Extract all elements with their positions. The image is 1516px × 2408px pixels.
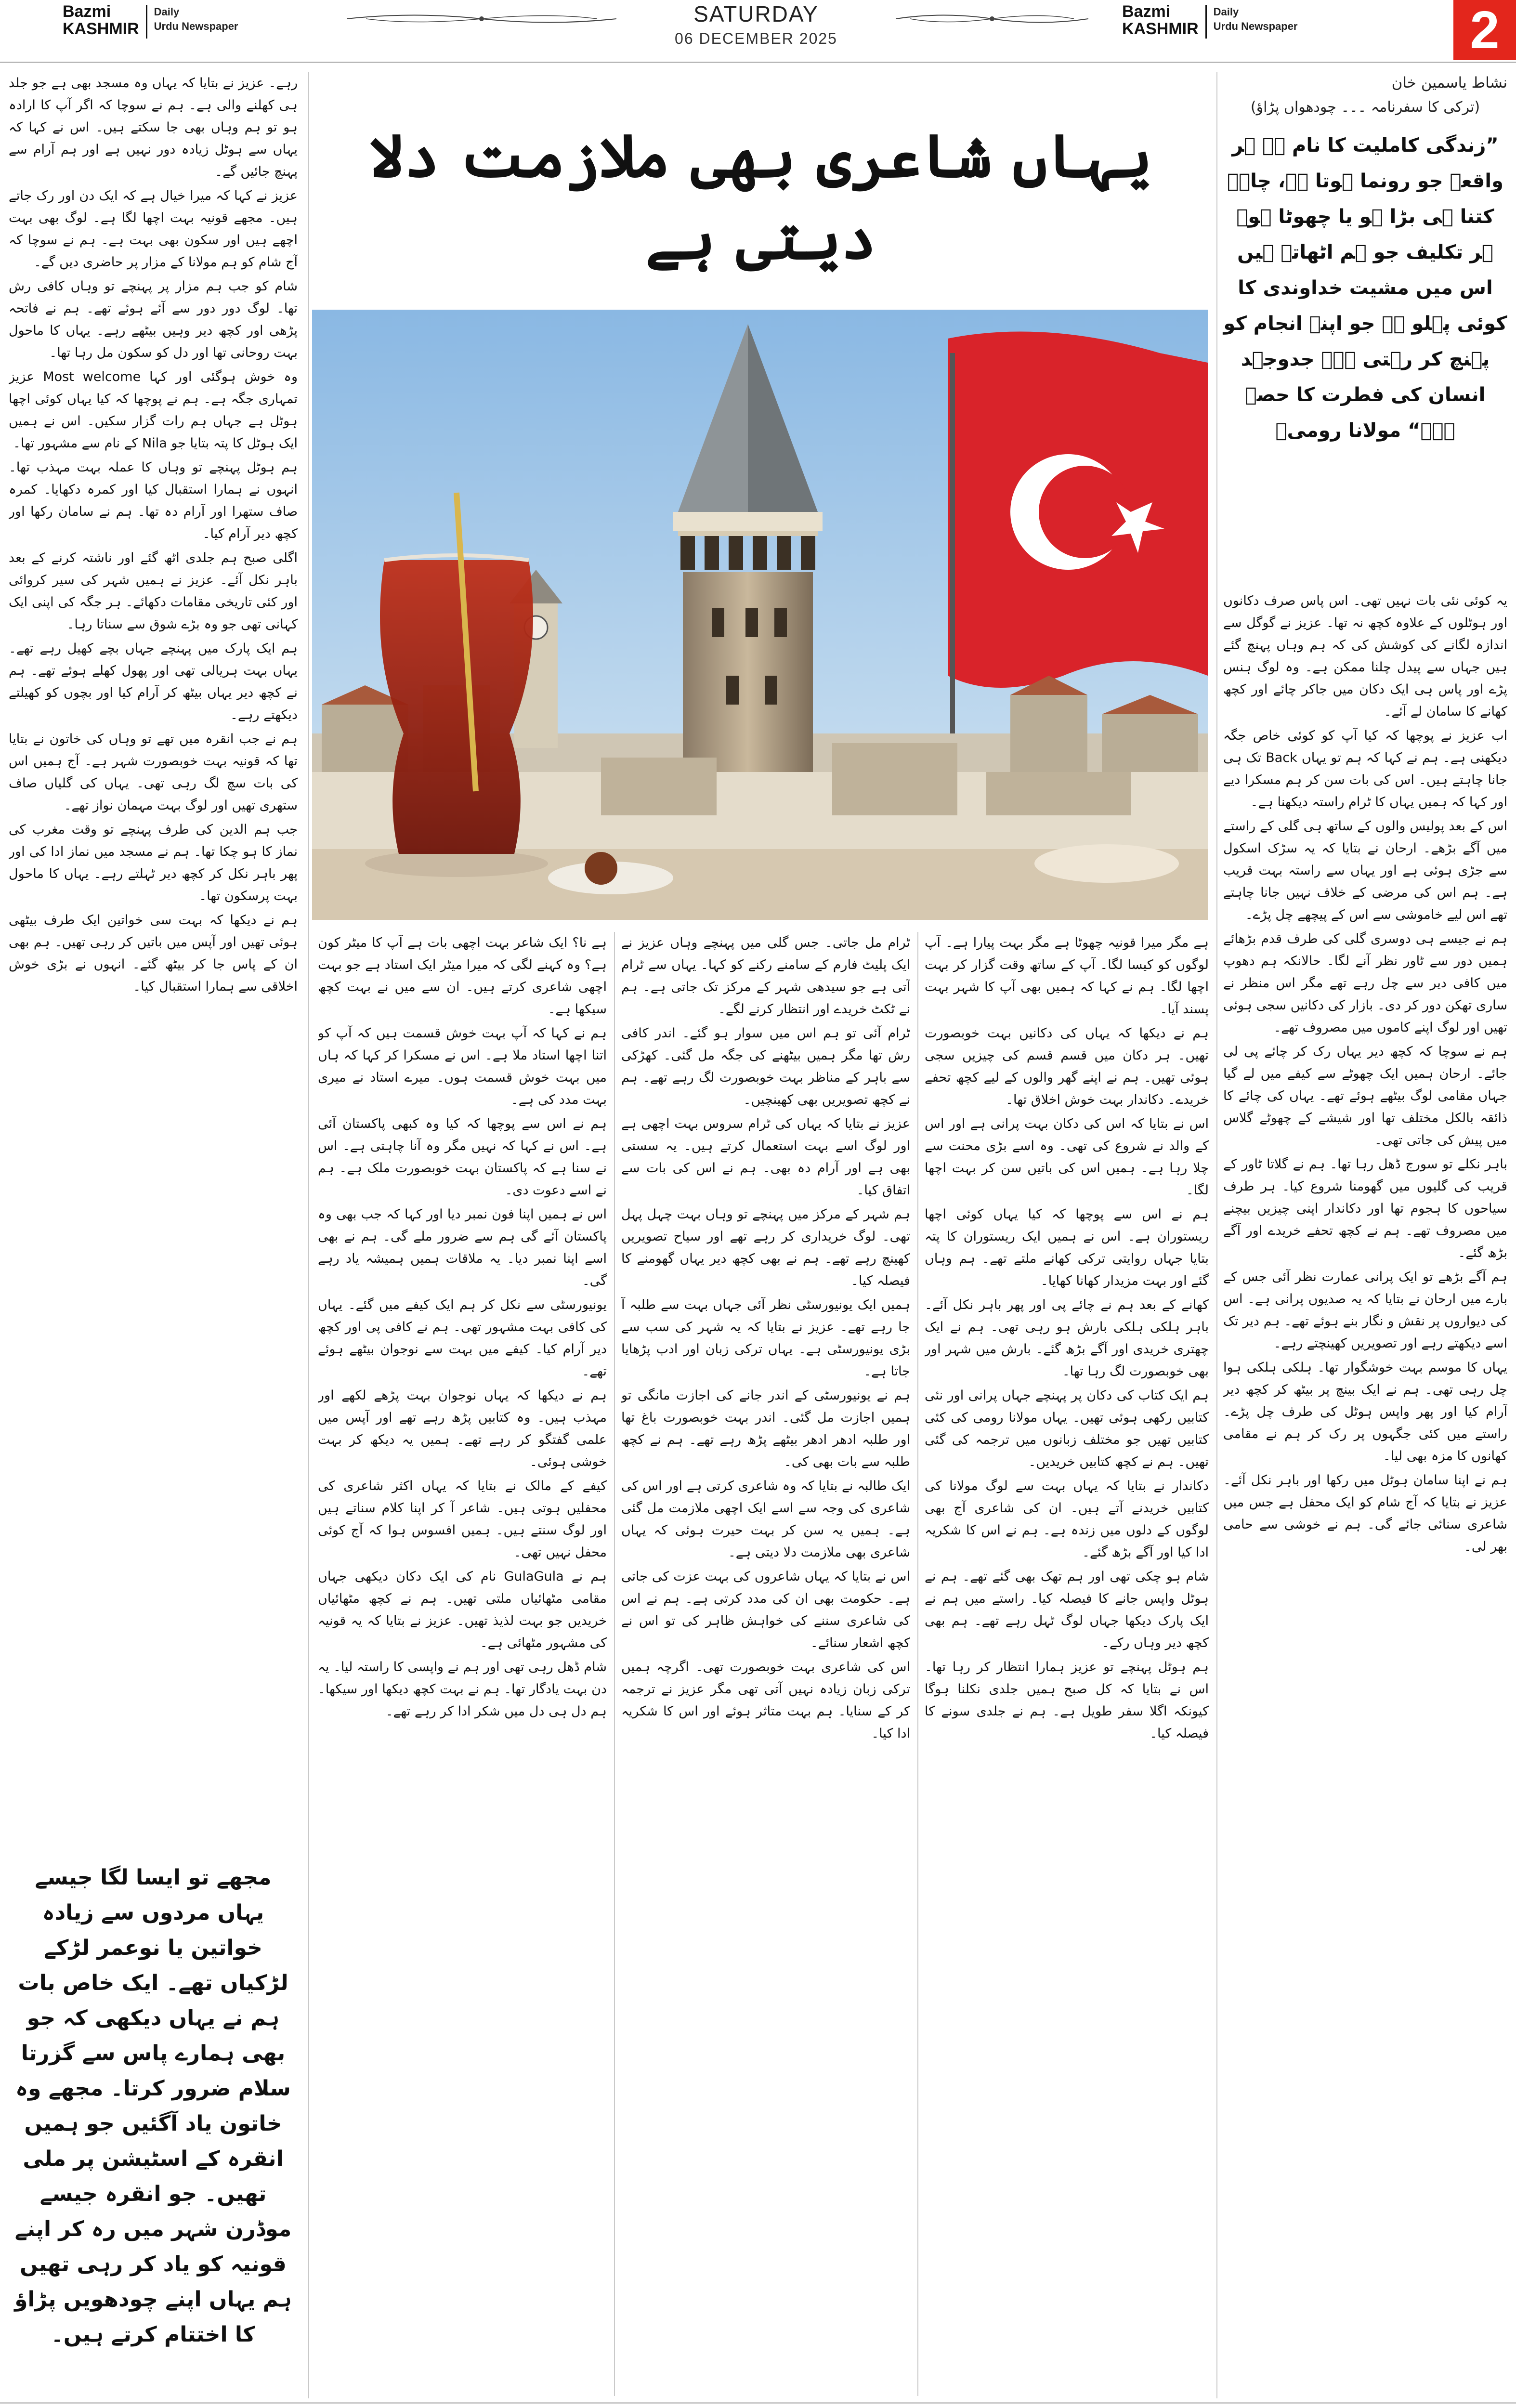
page-number: 2 <box>1453 0 1516 60</box>
article-photo <box>312 310 1208 920</box>
article-column-left: رہے۔ عزیز نے بتایا کہ یہاں وہ مسجد بھی ہے جو جلد ہی کھلنے والی ہے۔ ہم نے سوچا کہ اگر آپ کا ارادہ ہو تو ہم وہاں بھی جا سکتے ہیں۔ اس نے کہا کہ یہاں سے ہوٹل زیادہ دور نہیں ہے اور ہم آرام سے پہنچ جائیں گے۔ عزیز نے کہا کہ میرا خیال ہے کہ ایک دن اور رک جاتے ہیں۔ مجھے قونیہ بہت اچھا لگا ہے۔ لوگ بھی بہت اچھے ہیں اور سکون بھی بہت ہے۔ ہم نے سوچا کہ آج شام کو ہم مولانا کے مزار پر حاضری دیں گے۔ شام کو جب ہم مزار پر پہنچے تو وہاں کافی رش تھا۔ لوگ دور دور سے آئے ہوئے تھے۔ ہم نے فاتحہ پڑھی اور کچھ دیر وہیں بیٹھے رہے۔ یہاں کا ماحول بہت روحانی تھا اور دل کو سکون مل رہا تھا۔ وہ خوش ہوگئی اور کہا Most welcome عزیز تمہاری جگہ ہے۔ ہم نے پوچھا کہ کیا یہاں کوئی اچھا ہوٹل ہے جہاں ہم رات گزار سکیں۔ اس نے ہمیں ایک ہوٹل کا پتہ بتایا جو Nila کے نام سے مشہور تھا۔ ہم ہوٹل پہنچے تو وہاں کا عملہ بہت مہذب تھا۔ انہوں نے ہمارا استقبال کیا اور کمرہ دکھایا۔ کمرہ صاف ستھرا اور آرام دہ تھا۔ ہم نے سامان رکھا اور کچھ دیر آرام کیا۔ اگلی صبح ہم جلدی اٹھ گئے اور ناشتہ کرنے کے بعد باہر نکل آئے۔ عزیز نے ہمیں شہر کی سیر کروائی اور کئی تاریخی مقامات دکھائے۔ ہر جگہ کی اپنی ایک کہانی تھی جو وہ بڑے شوق سے سناتا رہا۔ ہم ایک پارک میں پہنچے جہاں بچے کھیل رہے تھے۔ یہاں بہت ہریالی تھی اور پھول کھلے ہوئے تھے۔ ہم نے کچھ دیر یہاں بیٹھ کر آرام کیا اور بچوں کو کھیلتے دیکھتے رہے۔ ہم نے جب انقرہ میں تھے تو وہاں کی خاتون نے بتایا تھا کہ قونیہ بہت خوبصورت شہر ہے۔ آج ہمیں اس کی بات سچ لگ رہی تھی۔ یہاں کی گلیاں صاف ستھری تھیں اور لوگ بہت مہمان نواز تھے۔ جب ہم الدین کی طرف پہنچے تو وقت مغرب کی نماز کا ہو چکا تھا۔ ہم نے مسجد میں نماز ادا کی اور پھر باہر نکل کر کچھ دیر ٹہلتے رہے۔ یہاں کا ماحول بہت پرسکون تھا۔ ہم نے دیکھا کہ بہت سی خواتین ایک طرف بیٹھی ہوئی تھیں اور آپس میں باتیں کر رہی تھیں۔ ہم بھی ان کے پاس جا کر بیٹھ گئے۔ انہوں نے بڑی خوش اخلاقی سے ہمارا استقبال کیا۔ <box>9 76 298 994</box>
brand-line2: KASHMIR <box>1122 20 1199 38</box>
top-rule <box>0 62 1516 63</box>
brand-sub-line2: Urdu Newspaper <box>1213 20 1298 32</box>
rumi-quote: ”زندگی کاملیت کا نام ہے ہر واقعہ جو رونما ہوتا ہے، چاہے کتنا ہی بڑا ہو یا چھوٹا ہو۔ ہر تکلیف جو ہم اٹھاتے ہیں اس میں مشیت خداوندی کا کوئی پہلو ہے جو اپنے انجام کو پہنچ کر رہتی ہے۔ جدوجہد انسان کی فطرت کا حصہ ہے۔“ مولانا رومیؒ <box>1223 134 1507 442</box>
article-column-c1: ہے مگر میرا قونیہ چھوٹا ہے مگر بہت پیارا ہے۔ آپ لوگوں کو کیسا لگا۔ آپ کے ساتھ وقت گزار کر بہت اچھا لگا۔ ہم نے کہا کہ ہمیں بھی آپ کا شہر بہت پسند آیا۔ ہم نے دیکھا کہ یہاں کی دکانیں بہت خوبصورت تھیں۔ ہر دکان میں قسم قسم کی چیزیں سجی ہوئی تھیں۔ ہم نے اپنے گھر والوں کے لیے کچھ تحفے خریدے۔ دکاندار بہت خوش اخلاق تھا۔ اس نے بتایا کہ اس کی دکان بہت پرانی ہے اور اس کے والد نے شروع کی تھی۔ وہ اسے بڑی محنت سے چلا رہا ہے۔ ہمیں اس کی باتیں سن کر بہت اچھا لگا۔ ہم نے اس سے پوچھا کہ کیا یہاں کوئی اچھا ریستوران ہے۔ اس نے ہمیں ایک ریستوران کا پتہ بتایا جہاں روایتی ترکی کھانے ملتے تھے۔ ہم وہاں گئے اور بہت مزیدار کھانا کھایا۔ کھانے کے بعد ہم نے چائے پی اور پھر باہر نکل آئے۔ باہر ہلکی ہلکی بارش ہو رہی تھی۔ ہم نے ایک چھتری خریدی اور آگے بڑھ گئے۔ بارش میں شہر اور بھی خوبصورت لگ رہا تھا۔ ہم ایک کتاب کی دکان پر پہنچے جہاں پرانی اور نئی کتابیں رکھی ہوئی تھیں۔ یہاں مولانا رومی کی کئی کتابیں تھیں جو مختلف زبانوں میں ترجمہ کی گئی تھیں۔ ہم نے کچھ کتابیں خریدیں۔ دکاندار نے بتایا کہ یہاں بہت سے لوگ مولانا کی کتابیں خریدنے آتے ہیں۔ ان کی شاعری آج بھی لوگوں کے دلوں میں زندہ ہے۔ ہم نے اس کا شکریہ ادا کیا اور آگے بڑھ گئے۔ شام ہو چکی تھی اور ہم تھک بھی گئے تھے۔ ہم نے ہوٹل واپس جانے کا فیصلہ کیا۔ راستے میں ہم نے ایک پارک دیکھا جہاں لوگ ٹہل رہے تھے۔ ہم بھی کچھ دیر وہاں رکے۔ ہم ہوٹل پہنچے تو عزیز ہمارا انتظار کر رہا تھا۔ اس نے بتایا کہ کل صبح ہمیں جلدی نکلنا ہوگا کیونکہ اگلا سفر طویل ہے۔ ہم نے جلدی سونے کا فیصلہ کیا۔ <box>925 935 1209 1741</box>
brand-right <box>1122 3 1298 39</box>
date-box <box>621 1 891 48</box>
issue-day: SATURDAY <box>693 1 819 26</box>
column-divider <box>614 932 615 2396</box>
series-label: (ترکی کا سفرنامہ ۔۔۔ چودھواں پڑاؤ) <box>1250 99 1480 116</box>
column-divider <box>308 72 309 2398</box>
brand-sub-line1: Daily <box>1213 6 1239 18</box>
brand-line1: Bazmi <box>63 2 111 21</box>
brand-separator <box>146 5 147 39</box>
column-divider <box>1216 72 1217 2398</box>
brand-separator <box>1205 5 1207 39</box>
headline: یہاں شاعری بھی ملازمت دلا دیتی ہے <box>369 121 1152 273</box>
brand-line2: KASHMIR <box>63 20 139 38</box>
article-column-right: یہ کوئی نئی بات نہیں تھی۔ اس پاس صرف دکانوں اور ہوٹلوں کے علاوہ کچھ نہ تھا۔ عزیز نے گوگل سے اندازہ لگانے کی کوشش کی کہ ہم وہاں پہنچ گئے ہیں جہاں سے پیدل چلنا ممکن ہے۔ وہ لوگ ہنس پڑے اور پاس ہی ایک دکان میں جاکر چائے اور کچھ کھانے کا سامان لے آئے۔ اب عزیز نے پوچھا کہ کیا آپ کو کوئی خاص جگہ دیکھنی ہے۔ ہم نے کہا کہ ہم تو یہاں Back تک ہی جانا چاہتے ہیں۔ اس کی بات سن کر ہم مسکرا دیے اور کہا کہ ہمیں یہاں کا ٹرام راستہ دیکھنا ہے۔ اس کے بعد پولیس والوں کے ساتھ ہی گلی کے راستے میں آگے بڑھے۔ ارحان نے بتایا کہ یہ سڑک اسکول سے جڑی ہوئی ہے اور یہاں سے راستہ بہت قریب ہے۔ ہم اس کی مرضی کے خلاف نہیں جانا چاہتے تھے اس لیے خاموشی سے اس کے پیچھے چل پڑے۔ ہم نے جیسے ہی دوسری گلی کی طرف قدم بڑھائے ہمیں دور سے ٹاور نظر آنے لگا۔ حالانکہ ہم دھوپ میں کافی دیر سے چل رہے تھے مگر اس منظر نے ساری تھکن دور کر دی۔ بازار کی دکانیں سجی ہوئی تھیں اور لوگ اپنے کاموں میں مصروف تھے۔ ہم نے سوچا کہ کچھ دیر یہاں رک کر چائے پی لی جائے۔ ارحان ہمیں ایک چھوٹے سے کیفے میں لے گیا جہاں مقامی لوگ بیٹھے ہوئے تھے۔ یہاں کی چائے کا ذائقہ بالکل مختلف تھا اور شیشے کے چھوٹے گلاس میں پیش کی جاتی تھی۔ باہر نکلے تو سورج ڈھل رہا تھا۔ ہم نے گلاتا ٹاور کے قریب کی گلیوں میں گھومنا شروع کیا۔ ہر طرف سیاحوں کا ہجوم تھا اور دکاندار اپنی چیزیں بیچنے میں مصروف تھے۔ ہم نے کچھ تحفے خریدے اور آگے بڑھ گئے۔ ہم آگے بڑھے تو ایک پرانی عمارت نظر آئی جس کے بارے میں ارحان نے بتایا کہ یہ صدیوں پرانی ہے۔ اس کی دیواروں پر نقش و نگار بنے ہوئے تھے۔ ہم دیر تک اسے دیکھتے رہے اور تصویریں کھینچتے رہے۔ یہاں کا موسم بہت خوشگوار تھا۔ ہلکی ہلکی ہوا چل رہی تھی۔ ہم نے ایک بینچ پر بیٹھ کر کچھ دیر آرام کیا اور پھر واپس ہوٹل کی طرف چل پڑے۔ راستے میں کئی جگہوں پر رک کر ہم نے مقامی کھانوں کا مزہ بھی لیا۔ ہم نے اپنا سامان ہوٹل میں رکھا اور باہر نکل آئے۔ عزیز نے بتایا کہ آج شام کو ایک محفل ہے جس میں شاعری سنائی جائے گی۔ ہم نے خوشی سے حامی بھر لی۔ <box>1223 593 1507 1554</box>
brand-line1: Bazmi <box>1122 2 1171 21</box>
ornament-right-icon <box>896 11 1088 27</box>
bottom-rule <box>0 2402 1516 2404</box>
brand-left <box>63 3 238 39</box>
masthead <box>0 0 1516 58</box>
author-byline: نشاط یاسمین خان <box>1391 74 1507 92</box>
galata-tower-photo <box>312 310 1208 920</box>
ornament-left-icon <box>347 11 616 27</box>
issue-date: 06 DECEMBER 2025 <box>675 30 837 47</box>
article-column-c3: ہے نا؟ ایک شاعر بہت اچھی بات ہے آپ کا میٹر کون ہے؟ وہ کہنے لگی کہ میرا میٹر ایک استاد ہے جو بہت اچھی شاعری کرتے ہیں۔ ان سے میں نے بہت کچھ سیکھا ہے۔ ہم نے کہا کہ آپ بہت خوش قسمت ہیں کہ آپ کو اتنا اچھا استاد ملا ہے۔ اس نے مسکرا کر کہا کہ ہاں میں بہت خوش قسمت ہوں۔ میرے استاد نے میری بہت مدد کی ہے۔ ہم نے اس سے پوچھا کہ کیا وہ کبھی پاکستان آئی ہے۔ اس نے کہا کہ نہیں مگر وہ آنا چاہتی ہے۔ اس نے سنا ہے کہ پاکستان بہت خوبصورت ملک ہے۔ ہم نے اسے دعوت دی۔ اس نے ہمیں اپنا فون نمبر دیا اور کہا کہ جب بھی وہ پاکستان آئے گی ہم سے ضرور ملے گی۔ ہم نے بھی اسے اپنا نمبر دیا۔ یہ ملاقات ہمیں ہمیشہ یاد رہے گی۔ یونیورسٹی سے نکل کر ہم ایک کیفے میں گئے۔ یہاں کی کافی بہت مشہور تھی۔ ہم نے کافی پی اور کچھ دیر آرام کیا۔ کیفے میں بہت سے نوجوان بیٹھے ہوئے تھے۔ ہم نے دیکھا کہ یہاں نوجوان بہت پڑھے لکھے اور مہذب ہیں۔ وہ کتابیں پڑھ رہے تھے اور آپس میں علمی گفتگو کر رہے تھے۔ ہمیں یہ دیکھ کر بہت خوشی ہوئی۔ کیفے کے مالک نے بتایا کہ یہاں اکثر شاعری کی محفلیں ہوتی ہیں۔ شاعر آ کر اپنا کلام سناتے ہیں اور لوگ سنتے ہیں۔ ہمیں افسوس ہوا کہ آج کوئی محفل نہیں تھی۔ ہم نے GulaGula نام کی ایک دکان دیکھی جہاں مقامی مٹھائیاں ملتی تھیں۔ ہم نے کچھ مٹھائیاں خریدیں جو بہت لذیذ تھیں۔ عزیز نے بتایا کہ یہ قونیہ کی مشہور مٹھائی ہے۔ شام ڈھل رہی تھی اور ہم نے واپسی کا راستہ لیا۔ یہ دن بہت یادگار تھا۔ ہم نے بہت کچھ دیکھا اور سیکھا۔ ہم دل ہی دل میں شکر ادا کر رہے تھے۔ <box>318 935 607 1719</box>
brand-sub-line1: Daily <box>154 6 180 18</box>
column-divider <box>917 932 918 2396</box>
brand-sub-line2: Urdu Newspaper <box>154 20 238 32</box>
pull-quote: مجھے تو ایسا لگا جیسے یہاں مردوں سے زیادہ خواتین یا نوعمر لڑکے لڑکیاں تھے۔ ایک خاص بات ہم نے یہاں دیکھی کہ جو بھی ہمارے پاس سے گزرتا سلام ضرور کرتا۔ مجھے وہ خاتون یاد آگئیں جو ہمیں انقرہ کے اسٹیشن پر ملی تھیں۔ جو انقرہ جیسے موڈرن شہر میں رہ کر اپنے قونیہ کو یاد کر رہی تھیں ہم یہاں اپنے چودھویں پڑاؤ کا اختتام کرتے ہیں۔ <box>14 1865 292 2347</box>
article-column-c2: ٹرام مل جاتی۔ جس گلی میں پہنچے وہاں عزیز نے ایک پلیٹ فارم کے سامنے رکنے کو کہا۔ یہاں سے ٹرام آتی ہے جو سیدھی شہر کے مرکز تک جاتی ہے۔ ہم نے ٹکٹ خریدے اور انتظار کرنے لگے۔ ٹرام آئی تو ہم اس میں سوار ہو گئے۔ اندر کافی رش تھا مگر ہمیں بیٹھنے کی جگہ مل گئی۔ کھڑکی سے باہر کے مناظر بہت خوبصورت لگ رہے تھے۔ ہم نے کچھ تصویریں بھی کھینچیں۔ عزیز نے بتایا کہ یہاں کی ٹرام سروس بہت اچھی ہے اور لوگ اسے بہت استعمال کرتے ہیں۔ یہ سستی بھی ہے اور آرام دہ بھی۔ ہم نے اس کی بات سے اتفاق کیا۔ ہم شہر کے مرکز میں پہنچے تو وہاں بہت چہل پہل تھی۔ لوگ خریداری کر رہے تھے اور سیاح تصویریں کھینچ رہے تھے۔ ہم نے بھی کچھ دیر یہاں گھومنے کا فیصلہ کیا۔ ہمیں ایک یونیورسٹی نظر آئی جہاں بہت سے طلبہ آ جا رہے تھے۔ عزیز نے بتایا کہ یہ شہر کی سب سے بڑی یونیورسٹی ہے۔ یہاں ترکی زبان اور ادب پڑھایا جاتا ہے۔ ہم نے یونیورسٹی کے اندر جانے کی اجازت مانگی تو ہمیں اجازت مل گئی۔ اندر بہت خوبصورت باغ تھا اور طلبہ ادھر ادھر بیٹھے پڑھ رہے تھے۔ ہم نے کچھ طلبہ سے بات بھی کی۔ ایک طالبہ نے بتایا کہ وہ شاعری کرتی ہے اور اس کی شاعری کی وجہ سے اسے ایک اچھی ملازمت مل گئی ہے۔ ہمیں یہ سن کر بہت حیرت ہوئی کہ یہاں شاعری بھی ملازمت دلا دیتی ہے۔ اس نے بتایا کہ یہاں شاعروں کی بہت عزت کی جاتی ہے۔ حکومت بھی ان کی مدد کرتی ہے۔ ہم نے اس کی شاعری سننے کی خواہش ظاہر کی تو اس نے کچھ اشعار سنائے۔ اس کی شاعری بہت خوبصورت تھی۔ اگرچہ ہمیں ترکی زبان زیادہ نہیں آتی تھی مگر عزیز نے ترجمہ کر کے سنایا۔ ہم بہت متاثر ہوئے اور اس کا شکریہ ادا کیا۔ <box>621 935 910 1741</box>
